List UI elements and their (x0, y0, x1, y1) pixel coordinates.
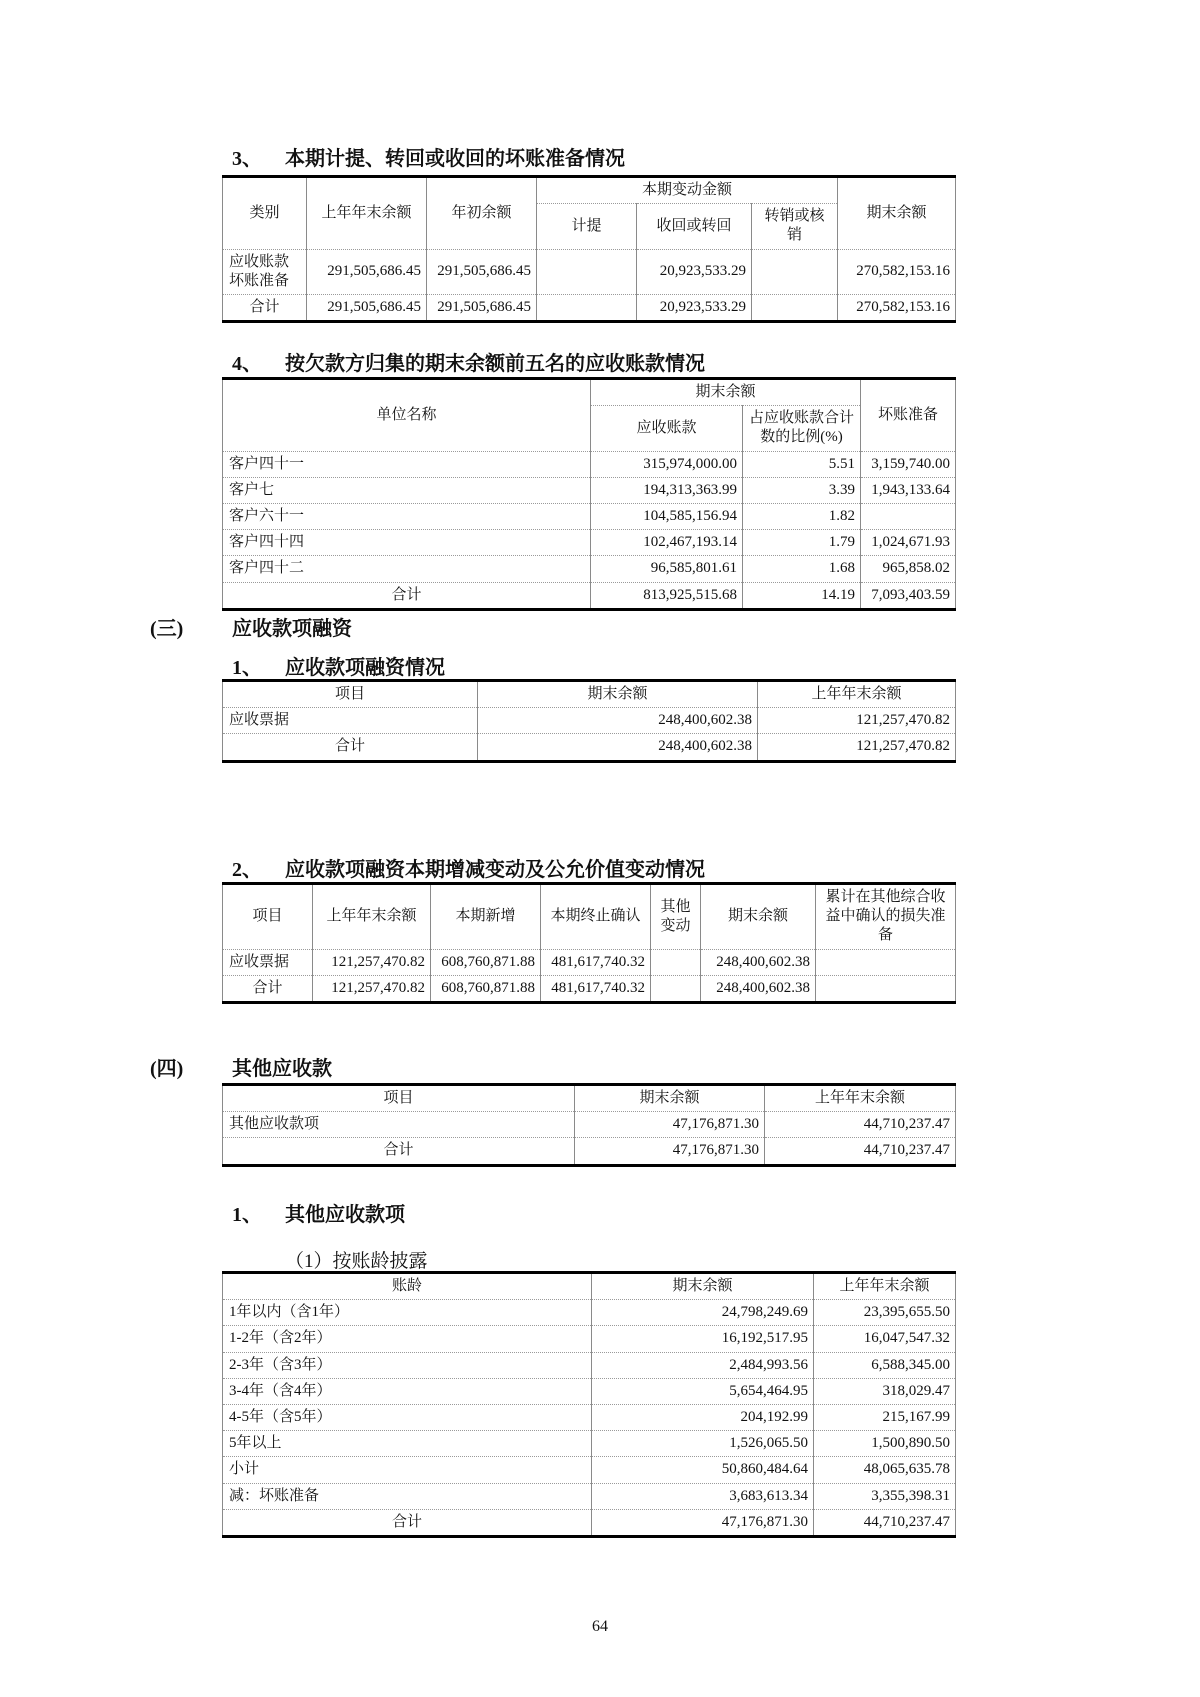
cell-value: 248,400,602.38 (701, 949, 816, 975)
cell-value: 16,047,547.32 (814, 1326, 956, 1352)
cell-value: 1.82 (743, 503, 861, 529)
cell-value: 291,505,686.45 (427, 294, 537, 321)
header-period-end-balance: 期末余额 (591, 379, 861, 406)
cell-label: 客户四十二 (223, 556, 591, 582)
table-total-row (223, 1138, 956, 1165)
cell-value: 7,093,403.59 (861, 582, 956, 609)
cell-label: 客户六十一 (223, 503, 591, 529)
cell-label: 合计 (223, 294, 307, 321)
receivables-financing-table (222, 679, 956, 763)
cell-value: 1,500,890.50 (814, 1431, 956, 1457)
section-heading-4 (232, 352, 705, 376)
cell-value: 102,467,193.14 (591, 530, 743, 556)
cell-label: 合计 (223, 734, 478, 761)
cell-label: 2-3年（含3年） (223, 1352, 592, 1378)
other-receivables-table (222, 1083, 956, 1167)
cell-value: 3.39 (743, 477, 861, 503)
bad-debt-provision-table (222, 175, 956, 323)
cell-value: 23,395,655.50 (814, 1300, 956, 1326)
table-row (223, 1483, 956, 1509)
cell-label: 减：坏账准备 (223, 1483, 592, 1509)
cell-value: 481,617,740.32 (541, 949, 651, 975)
cell-value: 1.68 (743, 556, 861, 582)
cell-label: 客户四十四 (223, 530, 591, 556)
section-title: 应收款项融资本期增减变动及公允价值变动情况 (285, 859, 705, 881)
cell-value: 48,065,635.78 (814, 1457, 956, 1483)
header-bad-debt-provision: 坏账准备 (861, 379, 956, 452)
table-total-row (223, 975, 956, 1002)
cell-value: 291,505,686.45 (307, 294, 427, 321)
cell-label: 3-4年（含4年） (223, 1378, 592, 1404)
cell-value: 315,974,000.00 (591, 451, 743, 477)
cell-value: 5.51 (743, 451, 861, 477)
table-row (223, 1326, 956, 1352)
table-row (223, 477, 956, 503)
table-row (223, 530, 956, 556)
header-period-end-balance: 期末余额 (838, 177, 956, 250)
cell-value (861, 503, 956, 529)
header-period-end-balance: 期末余额 (701, 884, 816, 950)
cell-value (752, 294, 838, 321)
table-row (223, 1112, 956, 1138)
cell-label: 4-5年（含5年） (223, 1404, 592, 1430)
cell-value (651, 975, 701, 1002)
cell-value: 1,943,133.64 (861, 477, 956, 503)
cell-value: 3,355,398.31 (814, 1483, 956, 1509)
header-oci-loss-provision: 累计在其他综合收益中确认的损失准备 (816, 884, 956, 950)
table-total-row (223, 582, 956, 609)
page-number: 64 (592, 1618, 608, 1635)
table-row (223, 1352, 956, 1378)
cell-label: 合计 (223, 975, 313, 1002)
cell-value: 194,313,363.99 (591, 477, 743, 503)
section-title: 按欠款方归集的期末余额前五名的应收账款情况 (285, 353, 705, 375)
cell-value: 248,400,602.38 (478, 734, 758, 761)
header-accounts-receivable: 应收账款 (591, 406, 743, 451)
header-period-change-amount: 本期变动金额 (537, 177, 838, 204)
header-item: 项目 (223, 884, 313, 950)
table-header-row (223, 379, 956, 406)
cell-value: 2,484,993.56 (592, 1352, 814, 1378)
cell-value: 318,029.47 (814, 1378, 956, 1404)
cell-value: 14.19 (743, 582, 861, 609)
top5-receivables-table (222, 377, 956, 611)
cell-label: 客户四十一 (223, 451, 591, 477)
cell-value: 20,923,533.29 (637, 294, 752, 321)
section-title: 其他应收款项 (285, 1204, 405, 1226)
cell-label: 合计 (223, 1138, 575, 1165)
section-number: 2、 (232, 859, 262, 881)
cell-value: 215,167.99 (814, 1404, 956, 1430)
cell-value: 44,710,237.47 (765, 1138, 956, 1165)
cell-value (651, 949, 701, 975)
subsection-heading-aging (285, 1246, 428, 1273)
table-header-row (223, 1085, 956, 1112)
subsection-title: （1）按账龄披露 (285, 1251, 428, 1272)
section-title: 本期计提、转回或收回的坏账准备情况 (285, 148, 625, 170)
section-title: 其他应收款 (232, 1058, 332, 1080)
section-number: (三) (150, 618, 184, 640)
section-number: 3、 (232, 148, 262, 170)
table-row (223, 556, 956, 582)
cell-value (816, 949, 956, 975)
table-row (223, 451, 956, 477)
cell-value: 3,683,613.34 (592, 1483, 814, 1509)
table-row (223, 708, 956, 734)
cell-value: 481,617,740.32 (541, 975, 651, 1002)
section-number: (四) (150, 1058, 184, 1080)
cell-value: 47,176,871.30 (575, 1138, 765, 1165)
header-year-begin-balance: 年初余额 (427, 177, 537, 250)
cell-value (537, 249, 637, 294)
cell-value: 3,159,740.00 (861, 451, 956, 477)
cell-value: 121,257,470.82 (758, 708, 956, 734)
header-category: 类别 (223, 177, 307, 250)
table-header-row (223, 1273, 956, 1300)
header-period-end-balance: 期末余额 (575, 1085, 765, 1112)
section-heading-c3-2 (232, 858, 705, 882)
header-prev-year-end-balance: 上年年末余额 (313, 884, 431, 950)
header-written-off: 转销或核销 (752, 204, 838, 249)
cell-value: 608,760,871.88 (431, 949, 541, 975)
header-provision: 计提 (537, 204, 637, 249)
cell-value: 24,798,249.69 (592, 1300, 814, 1326)
cell-value: 270,582,153.16 (838, 294, 956, 321)
cell-label: 合计 (223, 1509, 592, 1536)
cell-value: 121,257,470.82 (758, 734, 956, 761)
header-prev-year-end-balance: 上年年末余额 (307, 177, 427, 250)
cell-value: 104,585,156.94 (591, 503, 743, 529)
cell-value: 20,923,533.29 (637, 249, 752, 294)
section-number: 1、 (232, 657, 262, 679)
header-period-end-balance: 期末余额 (478, 681, 758, 708)
section-number: 1、 (232, 1204, 262, 1226)
table-header-row (223, 681, 956, 708)
cell-value: 44,710,237.47 (765, 1112, 956, 1138)
cell-value: 248,400,602.38 (701, 975, 816, 1002)
cell-label: 小计 (223, 1457, 592, 1483)
header-period-additions: 本期新增 (431, 884, 541, 950)
cell-value: 291,505,686.45 (307, 249, 427, 294)
table-row (223, 1431, 956, 1457)
cell-label: 1-2年（含2年） (223, 1326, 592, 1352)
table-row (223, 503, 956, 529)
section-heading-c4 (150, 1057, 332, 1081)
header-item: 项目 (223, 1085, 575, 1112)
table-row (223, 1378, 956, 1404)
table-subtotal-row (223, 1457, 956, 1483)
header-recovered-or-reversed: 收回或转回 (637, 204, 752, 249)
cell-value: 248,400,602.38 (478, 708, 758, 734)
section-heading-3 (232, 147, 625, 171)
cell-value (537, 294, 637, 321)
header-prev-year-end-balance: 上年年末余额 (814, 1273, 956, 1300)
section-title: 应收款项融资 (232, 618, 352, 640)
cell-value: 50,860,484.64 (592, 1457, 814, 1483)
cell-value: 47,176,871.30 (592, 1509, 814, 1536)
header-aging: 账龄 (223, 1273, 592, 1300)
section-heading-c4-1 (232, 1203, 405, 1227)
table-header-row (223, 177, 956, 204)
section-heading-c3 (150, 617, 352, 641)
cell-label: 合计 (223, 582, 591, 609)
cell-label: 1年以内（含1年） (223, 1300, 592, 1326)
cell-label: 5年以上 (223, 1431, 592, 1457)
cell-value (816, 975, 956, 1002)
section-number: 4、 (232, 353, 262, 375)
header-item: 项目 (223, 681, 478, 708)
table-total-row (223, 734, 956, 761)
aging-analysis-table (222, 1271, 956, 1538)
table-row (223, 1404, 956, 1430)
cell-label: 应收账款坏账准备 (223, 249, 307, 294)
table-header-row (223, 884, 956, 950)
cell-value: 44,710,237.47 (814, 1509, 956, 1536)
cell-label: 应收票据 (223, 708, 478, 734)
cell-label: 客户七 (223, 477, 591, 503)
cell-value: 270,582,153.16 (838, 249, 956, 294)
cell-value: 204,192.99 (592, 1404, 814, 1430)
cell-label: 其他应收款项 (223, 1112, 575, 1138)
table-total-row (223, 294, 956, 321)
cell-value: 1,526,065.50 (592, 1431, 814, 1457)
header-entity-name: 单位名称 (223, 379, 591, 452)
table-row (223, 949, 956, 975)
table-total-row (223, 1509, 956, 1536)
cell-value: 121,257,470.82 (313, 975, 431, 1002)
cell-value: 1.79 (743, 530, 861, 556)
cell-value: 6,588,345.00 (814, 1352, 956, 1378)
cell-label: 应收票据 (223, 949, 313, 975)
header-prev-year-end-balance: 上年年末余额 (765, 1085, 956, 1112)
cell-value: 965,858.02 (861, 556, 956, 582)
section-heading-c3-1 (232, 656, 445, 680)
cell-value: 813,925,515.68 (591, 582, 743, 609)
header-other-changes: 其他变动 (651, 884, 701, 950)
table-row (223, 1300, 956, 1326)
cell-value: 16,192,517.95 (592, 1326, 814, 1352)
cell-value: 47,176,871.30 (575, 1112, 765, 1138)
cell-value: 121,257,470.82 (313, 949, 431, 975)
header-ratio-of-total: 占应收账款合计数的比例(%) (743, 406, 861, 451)
cell-value: 291,505,686.45 (427, 249, 537, 294)
financing-movement-table (222, 882, 956, 1004)
header-period-end-balance: 期末余额 (592, 1273, 814, 1300)
cell-value: 1,024,671.93 (861, 530, 956, 556)
cell-value: 608,760,871.88 (431, 975, 541, 1002)
header-prev-year-end-balance: 上年年末余额 (758, 681, 956, 708)
header-period-derecognition: 本期终止确认 (541, 884, 651, 950)
table-row (223, 249, 956, 294)
cell-value (752, 249, 838, 294)
section-title: 应收款项融资情况 (285, 657, 445, 679)
cell-value: 5,654,464.95 (592, 1378, 814, 1404)
cell-value: 96,585,801.61 (591, 556, 743, 582)
